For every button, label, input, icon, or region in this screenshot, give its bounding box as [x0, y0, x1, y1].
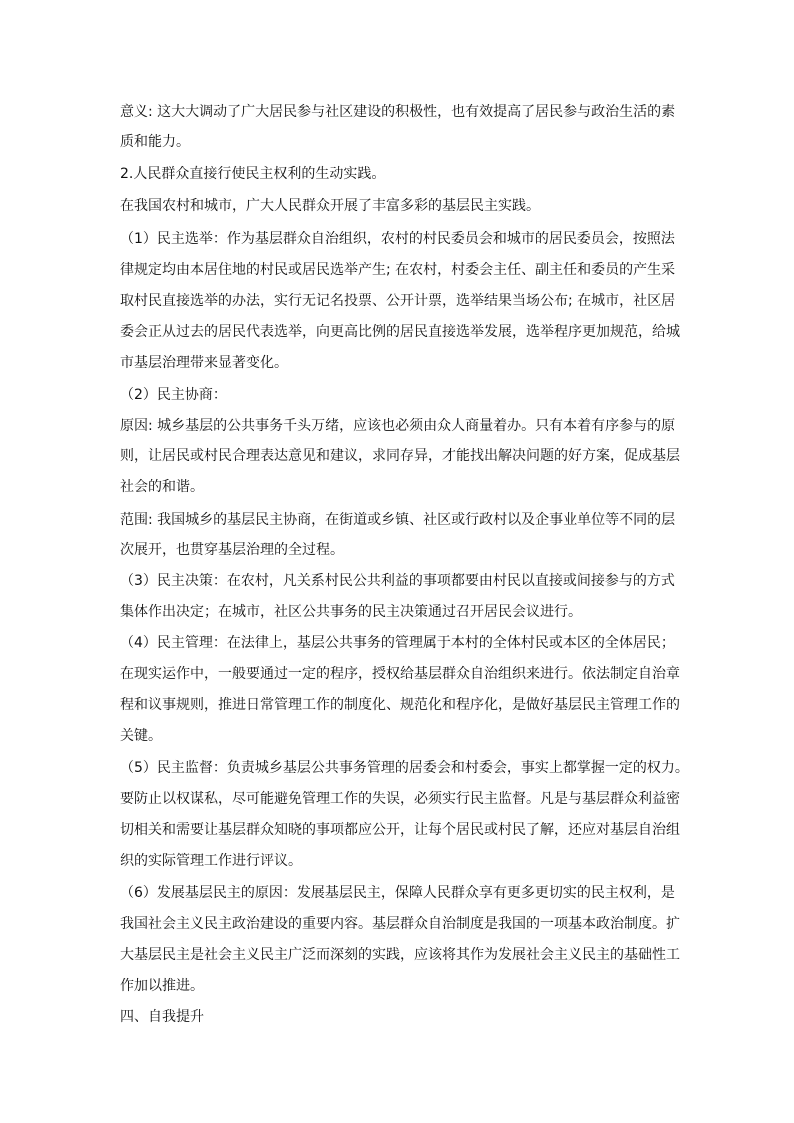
text-line: （2）民主协商： [120, 387, 227, 403]
text-line: 要防止以权谋私，尽可能避免管理工作的失误，必须实行民主监督。凡是与基层群众利益密 [120, 791, 680, 807]
text-line: 则，让居民或村民合理表达意见和建议，求同存异，才能找出解决问题的好方案，促成基层 [120, 448, 680, 464]
text-line: 切相关和需要让基层群众知晓的事项都应公开，让每个居民或村民了解，还应对基层自治组 [120, 822, 680, 838]
text-line: 作加以推进。 [120, 978, 204, 994]
text-line: 次展开，也贯穿基层治理的全过程。 [120, 542, 344, 558]
text-line: 集体作出决定；在城市，社区公共事务的民主决策通过召开居民会议进行。 [120, 604, 582, 620]
text-line: 在现实运作中，一般要通过一定的程序，授权给基层群众自治组织来进行。依法制定自治章 [120, 666, 680, 682]
text-line: 律规定均由本居住地的村民或居民选举产生; 在农村，村委会主任、副主任和委员的产生采 [120, 262, 676, 278]
text-line: 我国社会主义民主政治建设的重要内容。基层群众自治制度是我国的一项基本政治制度。扩 [120, 916, 680, 932]
text-line: （1）民主选举：作为基层群众自治组织，农村的村民委员会和城市的居民委员会，按照法 [120, 231, 675, 247]
text-line: 社会的和谐。 [120, 479, 204, 495]
text-line: 取村民直接选举的办法，实行无记名投票、公开计票，选举结果当场公布; 在城市，社区居 [120, 293, 676, 309]
text-line: 市基层治理带来显著变化。 [120, 355, 288, 371]
text-line: 原因: 城乡基层的公共事务千头万绪，应该也必须由众人商量着办。只有本着有序参与的原 [120, 418, 676, 434]
section-heading: 四、自我提升 [120, 1009, 204, 1025]
text-line: （5）民主监督：负责城乡基层公共事务管理的居委会和村委会，事实上都掌握一定的权力。 [120, 760, 689, 776]
text-line: 织的实际管理工作进行评议。 [120, 853, 302, 869]
text-line: （3）民主决策：在农村，凡关系村民公共利益的事项都要由村民以直接或间接参与的方式 [120, 573, 675, 589]
text-line: 大基层民主是社会主义民主广泛而深刻的实践，应该将其作为发展社会主义民主的基础性工 [120, 947, 680, 963]
text-line: 意义: 这大大调动了广大居民参与社区建设的积极性，也有效提高了居民参与政治生活的素 [120, 104, 676, 120]
text-line: （4）民主管理：在法律上，基层公共事务的管理属于本村的全体村民或本区的全体居民； [120, 635, 675, 651]
text-line: 范围: 我国城乡的基层民主协商，在街道或乡镇、社区或行政村以及企事业单位等不同的层 [120, 512, 676, 528]
text-line: 程和议事规则，推进日常管理工作的制度化、规范化和程序化，是做好基层民主管理工作的 [120, 697, 680, 713]
text-line: （6）发展基层民主的原因：发展基层民主，保障人民群众享有更多更切实的民主权利，是 [120, 885, 675, 901]
text-line: 委会正从过去的居民代表选举，向更高比例的居民直接选举发展，选举程序更加规范，给城 [120, 324, 680, 340]
text-line: 2.人民群众直接行使民主权利的生动实践。 [120, 166, 386, 182]
text-line: 质和能力。 [120, 134, 190, 150]
text-line: 关键。 [120, 728, 162, 744]
text-line: 在我国农村和城市，广大人民群众开展了丰富多彩的基层民主实践。 [120, 198, 540, 214]
